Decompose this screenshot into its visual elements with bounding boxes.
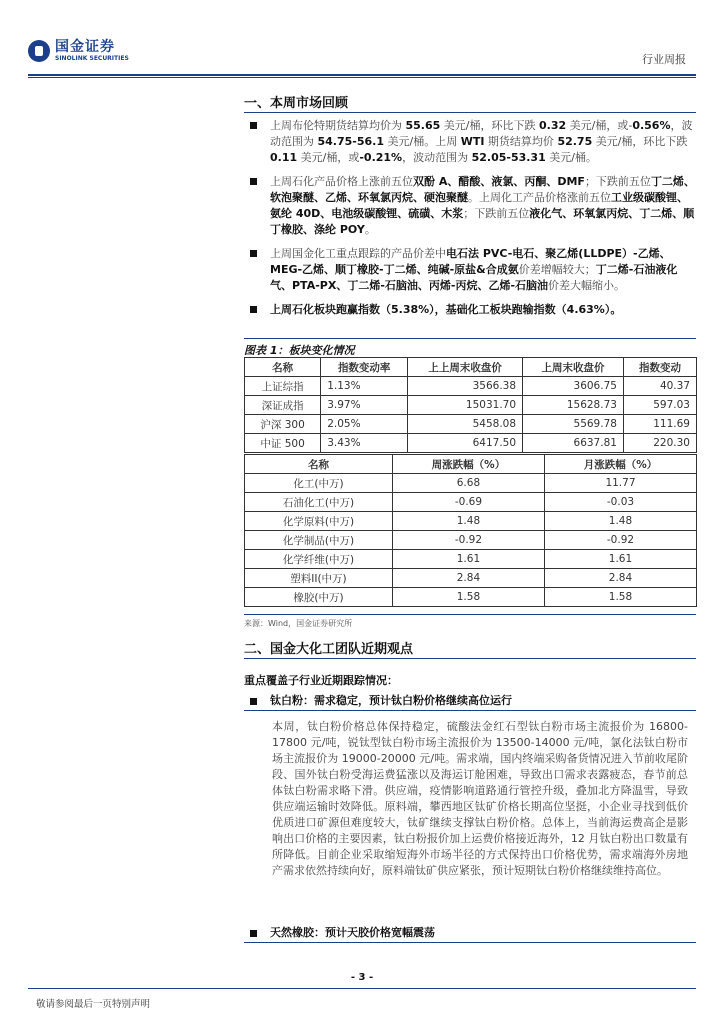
sector-row [245, 531, 697, 550]
cell-value: 6.68 [392, 474, 544, 493]
sector-table-header [245, 455, 697, 474]
figure-title: 图表 1：板块变化情况 [244, 338, 696, 358]
row-label: 沪深 300 [245, 415, 321, 434]
cell-value: 6637.81 [523, 434, 624, 453]
market-bullet: 上周石化板块跑赢指数（5.38%），基础化工板块跑输指数（4.63%）。 [244, 302, 696, 318]
index-row [245, 415, 697, 434]
cell-value: -0.92 [544, 531, 696, 550]
sector-row [245, 493, 697, 512]
cell-value: 1.58 [392, 588, 544, 607]
column-header: 上上周末收盘价 [408, 358, 523, 377]
index-row [245, 377, 697, 396]
titanium-dioxide-block [244, 692, 696, 879]
bullet-square-icon [250, 122, 257, 129]
cell-value: 1.58 [544, 588, 696, 607]
cell-value: 111.69 [623, 415, 696, 434]
row-label: 中证 500 [245, 434, 321, 453]
sector-row [245, 569, 697, 588]
index-table-header [245, 358, 697, 377]
header-divider-thin [28, 77, 696, 78]
cell-value: 15628.73 [523, 396, 624, 415]
column-header: 上周末收盘价 [523, 358, 624, 377]
bullet-square-icon [250, 698, 257, 705]
cell-value: -0.92 [392, 531, 544, 550]
row-label: 化学原料(中万) [245, 512, 393, 531]
column-header: 周涨跌幅（%） [392, 455, 544, 474]
market-bullet: 上周石化产品价格上涨前五位双酚 A、醋酸、液氯、丙酮、DMF；下跌前五位丁二烯、软泡聚醚、乙烯、环氧氯丙烷、硬泡聚醚。上周化工产品价格涨前五位工业级碳酸锂、氨纶 40D、电池级碳酸锂、硫磺、木浆；下跌前五位液化气、环氧氯丙烷、丁二烯、顺丁橡胶、涤纶 POY。 [244, 174, 696, 238]
row-label: 化学制品(中万) [245, 531, 393, 550]
footer-divider [28, 988, 696, 989]
market-review-bullets [244, 118, 696, 326]
cell-value: 2.84 [392, 569, 544, 588]
cell-value: 1.13% [321, 377, 408, 396]
cell-value: 5458.08 [408, 415, 523, 434]
column-header: 月涨跌幅（%） [544, 455, 696, 474]
bullet-square-icon [250, 250, 257, 257]
page-header [28, 36, 696, 76]
sector-table [244, 454, 697, 607]
section1-title: 一、本周市场回顾 [244, 96, 349, 111]
column-header: 名称 [245, 455, 393, 474]
cell-value: 2.05% [321, 415, 408, 434]
index-row [245, 396, 697, 415]
sector-row [245, 512, 697, 531]
cell-value: 3566.38 [408, 377, 523, 396]
market-bullet: 上周国金化工重点跟踪的产品价差中电石法 PVC-电石、聚乙烯(LLDPE）-乙烯、MEG-乙烯、顺丁橡胶-丁二烯、纯碱-原盐&合成氨价差增幅较大；丁二烯-石油液化气、PTA-PX、丁二烯-石脑油、丙烯-丙烷、乙烯-石脑油价差大幅缩小。 [244, 246, 696, 294]
report-type: 行业周报 [642, 53, 686, 66]
bullet-square-icon [250, 930, 257, 937]
row-label: 化学纤维(中万) [245, 550, 393, 569]
section1-divider [244, 112, 696, 113]
cell-value: 1.61 [392, 550, 544, 569]
bullet-square-icon [250, 306, 257, 313]
sector-row [245, 588, 697, 607]
cell-value: 1.48 [544, 512, 696, 531]
cell-value: 3.97% [321, 396, 408, 415]
row-label: 塑料II(中万) [245, 569, 393, 588]
market-bullet: 上周布伦特期货结算均价为 55.65 美元/桶，环比下跌 0.32 美元/桶，或-0.56%，波动范围为 54.75-56.1 美元/桶。上周 WTI 期货结算均价 52.75 美元/桶，环比下跌 0.11 美元/桶，或-0.21%，波动范围为 52.05-53.31 美元/桶。 [244, 118, 696, 166]
row-label: 深证成指 [245, 396, 321, 415]
cell-value: 597.03 [623, 396, 696, 415]
company-logo [28, 40, 129, 62]
cell-value: -0.69 [392, 493, 544, 512]
natural-rubber-block [244, 924, 696, 943]
row-label: 上证综指 [245, 377, 321, 396]
row-label: 化工(中万) [245, 474, 393, 493]
header-divider [28, 74, 696, 76]
cell-value: 3606.75 [523, 377, 624, 396]
cell-value: 220.30 [623, 434, 696, 453]
section2-divider [244, 658, 696, 659]
column-header: 名称 [245, 358, 321, 377]
section2-title: 二、国金大化工团队近期观点 [244, 642, 414, 657]
sector-row [245, 550, 697, 569]
index-row [245, 434, 697, 453]
cell-value: -0.03 [544, 493, 696, 512]
page-number: - 3 - [350, 972, 374, 983]
cell-value: 1.61 [544, 550, 696, 569]
cell-value: 1.48 [392, 512, 544, 531]
logo-cn: 国金证券 [55, 39, 115, 55]
natural-rubber-title: 天然橡胶：预计天胶价格宽幅震荡 [244, 924, 696, 943]
titanium-dioxide-body: 本周，钛白粉价格总体保持稳定，硫酸法金红石型钛白粉市场主流报价为 16800-17800 元/吨，锐钛型钛白粉市场主流报价为 13500-14000 元/吨，氯化法钛白粉市场主流报价为 19000-20000 元/吨。需求端，国内终端采购备货情况进入节前收尾阶段、国外钛白粉受海运费猛涨以及海运订舱困难，导致出口需求表露疲态，春节前总体钛白粉需求略下滑。供应端，疫情影响道路通行管控升级，叠加北方降温雪，导致供应端运输时效降低。原料端，攀西地区钛矿价格长期高位坚挺，小企业寻找到低价优质进口矿源但难度较大，钛矿继续支撑钛白粉价格。总体上，当前海运费高企是影响出口价格的主要因素，钛白粉报价加上运费价格接近海外，12 月钛白粉出口数量有所降低。目前企业采取缩短海外市场半径的方式保持出口价格优势，需求端海外房地产需求依然持续向好，原料端钛矿供应紧张，预计短期钛白粉价格继续维持高位。 [272, 720, 688, 877]
column-header: 指数变动率 [321, 358, 408, 377]
disclaimer: 敬请参阅最后一页特别声明 [36, 999, 151, 1010]
cell-value: 2.84 [544, 569, 696, 588]
sector-row [245, 474, 697, 493]
index-table [244, 357, 697, 453]
cell-value: 15031.70 [408, 396, 523, 415]
figure-source: 来源：Wind，国金证券研究所 [244, 614, 696, 629]
section2-subhead: 重点覆盖子行业近期跟踪情况： [244, 674, 398, 687]
cell-value: 6417.50 [408, 434, 523, 453]
titanium-dioxide-title: 钛白粉：需求稳定，预计钛白粉价格继续高位运行 [244, 692, 696, 711]
logo-en: SINOLINK SECURITIES [55, 55, 129, 62]
cell-value: 11.77 [544, 474, 696, 493]
bullet-square-icon [250, 178, 257, 185]
cell-value: 3.43% [321, 434, 408, 453]
cell-value: 40.37 [623, 377, 696, 396]
row-label: 石油化工(中万) [245, 493, 393, 512]
row-label: 橡胶(中万) [245, 588, 393, 607]
column-header: 指数变动 [623, 358, 696, 377]
cell-value: 5569.78 [523, 415, 624, 434]
logo-icon [28, 40, 50, 62]
